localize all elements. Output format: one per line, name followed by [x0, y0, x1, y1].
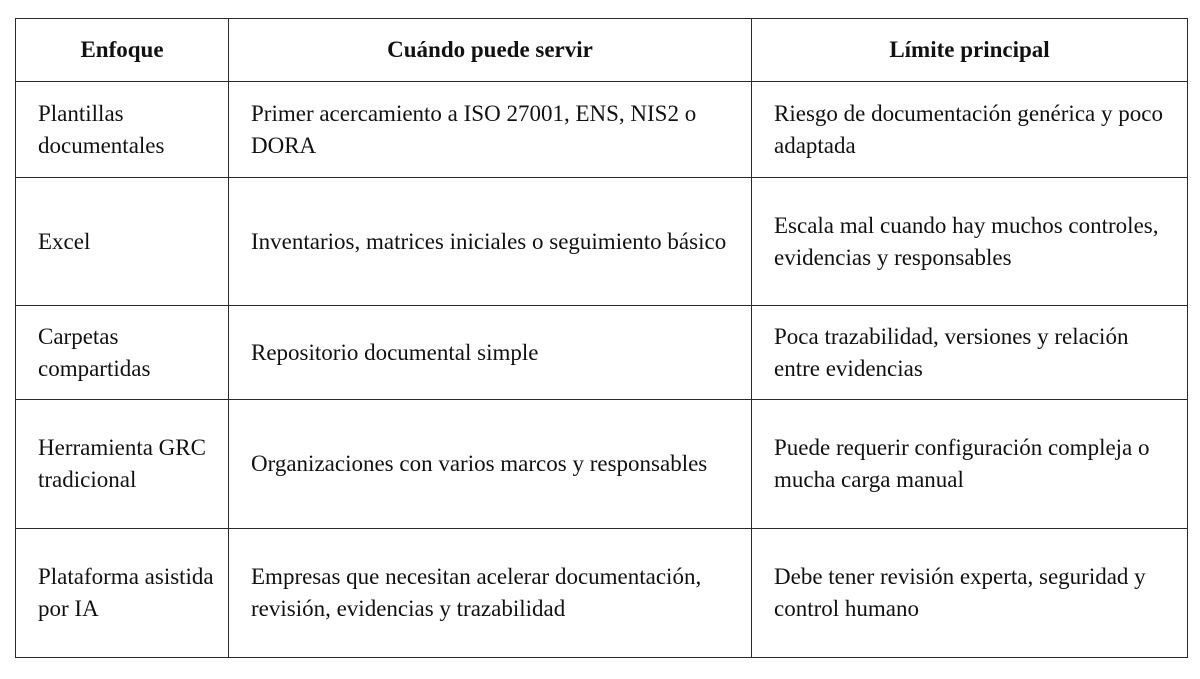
- cell-cuando: Empresas que necesitan acelerar documentación, revisión, evidencias y trazabilidad: [229, 529, 752, 658]
- cell-limite: Escala mal cuando hay muchos controles, evidencias y responsables: [752, 178, 1188, 306]
- cell-enfoque: Herramienta GRC tradicional: [16, 400, 229, 529]
- cell-cuando: Inventarios, matrices iniciales o seguimiento básico: [229, 178, 752, 306]
- header-enfoque: Enfoque: [16, 19, 229, 82]
- cell-cuando: Repositorio documental simple: [229, 306, 752, 400]
- table-row: [16, 400, 1188, 529]
- table-row: [16, 82, 1188, 178]
- table-row: [16, 529, 1188, 658]
- cell-limite: Debe tener revisión experta, seguridad y control humano: [752, 529, 1188, 658]
- cell-enfoque: Excel: [16, 178, 229, 306]
- cell-cuando: Primer acercamiento a ISO 27001, ENS, NIS2 o DORA: [229, 82, 752, 178]
- cell-limite: Poca trazabilidad, versiones y relación entre evidencias: [752, 306, 1188, 400]
- cell-enfoque: Carpetas compartidas: [16, 306, 229, 400]
- cell-enfoque: Plantillas documentales: [16, 82, 229, 178]
- table-row: [16, 306, 1188, 400]
- cell-cuando: Organizaciones con varios marcos y responsables: [229, 400, 752, 529]
- table-row: [16, 178, 1188, 306]
- header-limite-principal: Límite principal: [752, 19, 1188, 82]
- cell-limite: Puede requerir configuración compleja o mucha carga manual: [752, 400, 1188, 529]
- cell-limite: Riesgo de documentación genérica y poco adaptada: [752, 82, 1188, 178]
- cell-enfoque: Plataforma asistida por IA: [16, 529, 229, 658]
- header-cuando-puede-servir: Cuándo puede servir: [229, 19, 752, 82]
- table-header-row: [16, 19, 1188, 82]
- comparison-table: [15, 18, 1188, 658]
